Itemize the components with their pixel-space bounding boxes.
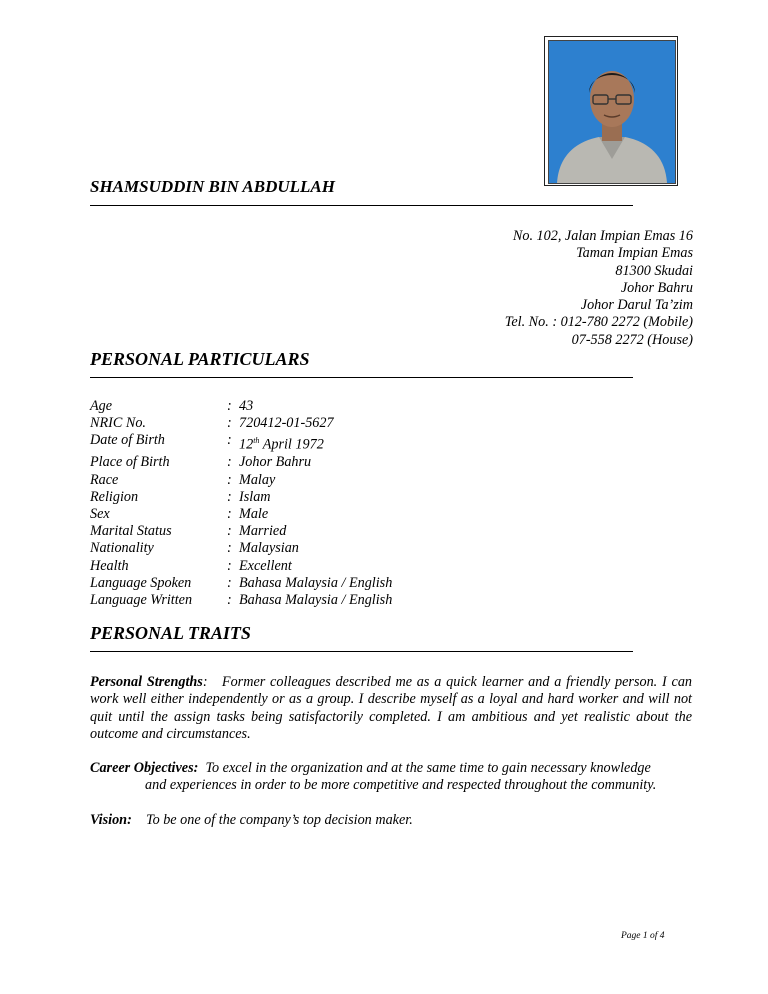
particulars-row: Health : Excellent: [90, 557, 292, 574]
particulars-row: Race : Malay: [90, 471, 276, 488]
address-line: No. 102, Jalan Impian Emas 16: [512, 228, 693, 244]
name-divider: [90, 205, 633, 206]
particular-value: Excellent: [239, 557, 292, 574]
particular-label: Place of Birth: [90, 454, 170, 471]
address-line: Johor Bahru: [620, 279, 693, 296]
personal-traits-heading: PERSONAL TRAITS: [90, 623, 251, 643]
career-objectives-paragraph: [90, 760, 692, 795]
particular-label: Language Written: [90, 591, 193, 608]
particular-label: Nationality: [90, 540, 154, 557]
particular-label: Health: [90, 557, 129, 574]
particulars-row: NRIC No. : 720412-01-5627: [90, 415, 334, 432]
particular-label: Sex: [90, 505, 110, 522]
strengths-label: Personal Strengths: [90, 674, 203, 690]
particulars-row: Place of Birth : Johor Bahru: [90, 454, 312, 471]
address-block: [505, 228, 693, 349]
career-label: Career Objectives:: [90, 760, 199, 776]
particular-value: Married: [239, 523, 287, 540]
phone-house: 07-558 2272 (House): [571, 331, 693, 348]
vision-paragraph: [90, 812, 692, 829]
particular-label: NRIC No.: [90, 415, 146, 432]
career-text-line2: and experiences in order to be more competitive and respected throughout the community.: [145, 777, 657, 794]
particulars-row: Sex : Male: [90, 505, 269, 522]
vision-text: To be one of the company’s top decision maker.: [145, 812, 413, 828]
profile-photo-frame: [544, 36, 678, 186]
career-text-line1: To excel in the organization and at the same time to gain necessary knowledge: [205, 760, 651, 776]
particular-value: 12th April 1972: [239, 436, 324, 454]
particular-value: Johor Bahru: [239, 454, 312, 471]
particular-value: 43: [239, 398, 254, 414]
particular-value: Malaysian: [239, 540, 299, 557]
particulars-row: Age : 43: [90, 398, 254, 414]
personal-particulars-heading: PERSONAL PARTICULARS: [90, 349, 310, 369]
particular-label: Religion: [90, 488, 139, 505]
particular-label: Language Spoken: [90, 574, 192, 591]
vision-label: Vision:: [90, 812, 132, 828]
profile-photo: [548, 40, 676, 184]
particular-label: Marital Status: [90, 523, 172, 540]
traits-divider: [90, 651, 633, 652]
particular-value: Bahasa Malaysia / English: [239, 574, 393, 591]
strengths-text: Former colleagues described me as a quick learner and a friendly person. I can work well either independently or as a group. I describe myself as a loyal and hard worker and will not quit until the assign tasks being satisfactorily completed. I am ambitious and yet realistic about the outcome and circumstances.: [90, 674, 693, 742]
particulars-table: [90, 398, 392, 609]
particulars-row: Nationality : Malaysian: [90, 540, 299, 557]
particular-label: Age: [90, 398, 113, 414]
particular-value: Bahasa Malaysia / English: [239, 591, 393, 608]
person-portrait-icon: [549, 41, 675, 183]
particular-label: Date of Birth: [90, 432, 165, 449]
particulars-row: Marital Status : Married: [90, 523, 287, 540]
address-line: Taman Impian Emas: [576, 245, 693, 262]
phone-mobile: Tel. No. : 012-780 2272 (Mobile): [504, 314, 693, 331]
candidate-name: SHAMSUDDIN BIN ABDULLAH: [90, 177, 335, 196]
personal-strengths-paragraph: Personal Strengths: Former colleagues described me as a quick learner and a friendly person. I can work well either independently or as a group. I describe myself as a loyal and hard worker and will not quit until the assign tasks being satisfactorily completed. I am ambitious and yet realistic about the outcome and circumstances.: [90, 674, 693, 742]
particular-value: Male: [239, 505, 269, 522]
address-line: Johor Darul Ta’zim: [580, 297, 693, 314]
particulars-row: Language Written : Bahasa Malaysia / English: [90, 591, 393, 608]
particular-value: 720412-01-5627: [239, 415, 334, 432]
particular-label: Race: [90, 471, 119, 488]
particular-value: Islam: [239, 488, 271, 505]
address-line: 81300 Skudai: [615, 262, 693, 279]
particulars-row: Date of Birth : 12th April 1972: [90, 432, 324, 454]
particulars-row: Language Spoken : Bahasa Malaysia / English: [90, 574, 393, 591]
particulars-divider: [90, 377, 633, 378]
particular-value: Malay: [239, 471, 276, 488]
particulars-row: Religion : Islam: [90, 488, 271, 505]
page-number: Page 1 of 4: [621, 931, 665, 941]
